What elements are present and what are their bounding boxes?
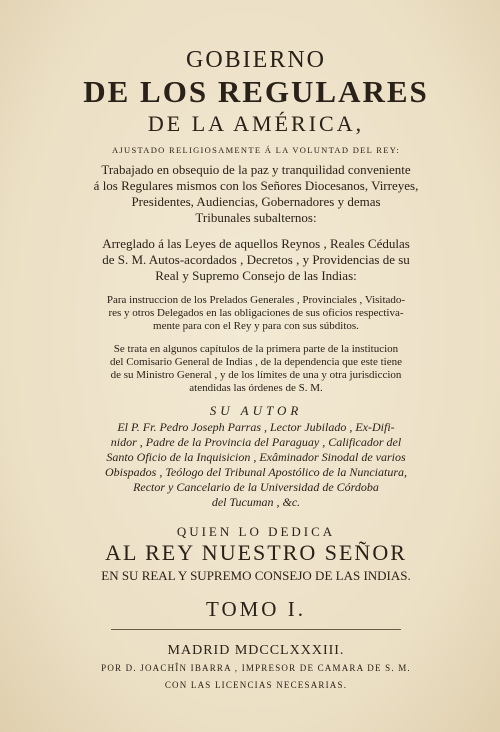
dedication-line-2: AL REY NUESTRO SEÑOR [105, 540, 407, 565]
dedication-line-1: QUIEN LO DEDICA [176, 524, 336, 539]
paragraph-trabajado [48, 162, 464, 226]
text-line: Real y Supremo Consejo de las Indias: [155, 268, 357, 283]
imprint-printer: POR D. JOACHÎN IBARRA , IMPRESOR DE CAMARA DE S. M. [101, 663, 411, 673]
text-line: de S. M. Autos-acordados , Decretos , y Providencias de su [102, 252, 410, 267]
text-line: de su Ministro General , y de los límites de una y otra jurisdiccion [110, 369, 402, 381]
text-line: El P. Fr. Pedro Joseph Parras , Lector Jubilado , Ex-Difi- [117, 420, 395, 434]
text-line: Para instruccion de los Prelados Generales , Provinciales , Visitado- [106, 294, 406, 306]
text-line: Rector y Cancelario de la Universidad de Córdoba [133, 480, 379, 494]
dedication-line-3: EN SU REAL Y SUPREMO CONSEJO DE LAS INDIAS. [101, 568, 411, 583]
paragraph-se-trata [48, 343, 464, 395]
imprint-place-year: MADRID MDCCLXXXIII. [167, 643, 345, 658]
text-line: Arreglado á las Leyes de aquellos Reynos , Reales Cédulas [102, 236, 410, 251]
divider-rule [111, 629, 401, 630]
author-heading: SU AUTOR [209, 403, 303, 418]
text-line: nidor , Padre de la Provincia del Paraguay , Calificador del [110, 435, 402, 449]
text-line: Trabajado en obsequio de la paz y tranquilidad conveniente [101, 162, 411, 177]
text-line: mente para con el Rey y para con sus súbditos. [153, 320, 359, 332]
author-block [48, 420, 464, 510]
paragraph-instruccion [48, 294, 464, 333]
text-line: Santo Oficio de la Inquisicion , Exâminador Sinodal de varios [106, 450, 406, 464]
subtitle: AJUSTADO RELIGIOSAMENTE Á LA VOLUNTAD DEL REY: [111, 145, 401, 155]
title-line-3: DE LA AMÉRICA, [147, 111, 365, 136]
title-line-1: GOBIERNO [186, 47, 326, 73]
text-line: Obispados , Teólogo del Tribunal Apostólico de la Nunciatura, [104, 465, 408, 479]
paragraph-arreglado [48, 236, 464, 284]
text-line: res y otros Delegados en las obligaciones de sus oficios respectiva- [108, 307, 404, 319]
text-line: del Tucuman , &c. [211, 495, 301, 509]
text-line: atendidas las órdenes de S. M. [189, 382, 323, 394]
text-line: Se trata en algunos capítulos de la primera parte de la institucion [113, 343, 399, 355]
text-line: Tribunales subalternos: [195, 210, 317, 225]
volume-number: TOMO I. [206, 597, 306, 621]
text-line: del Comisario General de Indias , de la dependencia que este tiene [110, 356, 402, 368]
text-line: Presidentes, Audiencias, Gobernadores y demas [131, 194, 381, 209]
text-line: á los Regulares mismos con los Señores Diocesanos, Virreyes, [93, 178, 419, 193]
imprint-license: CON LAS LICENCIAS NECESARIAS. [164, 680, 348, 690]
title-line-2: DE LOS REGULARES [83, 74, 429, 109]
